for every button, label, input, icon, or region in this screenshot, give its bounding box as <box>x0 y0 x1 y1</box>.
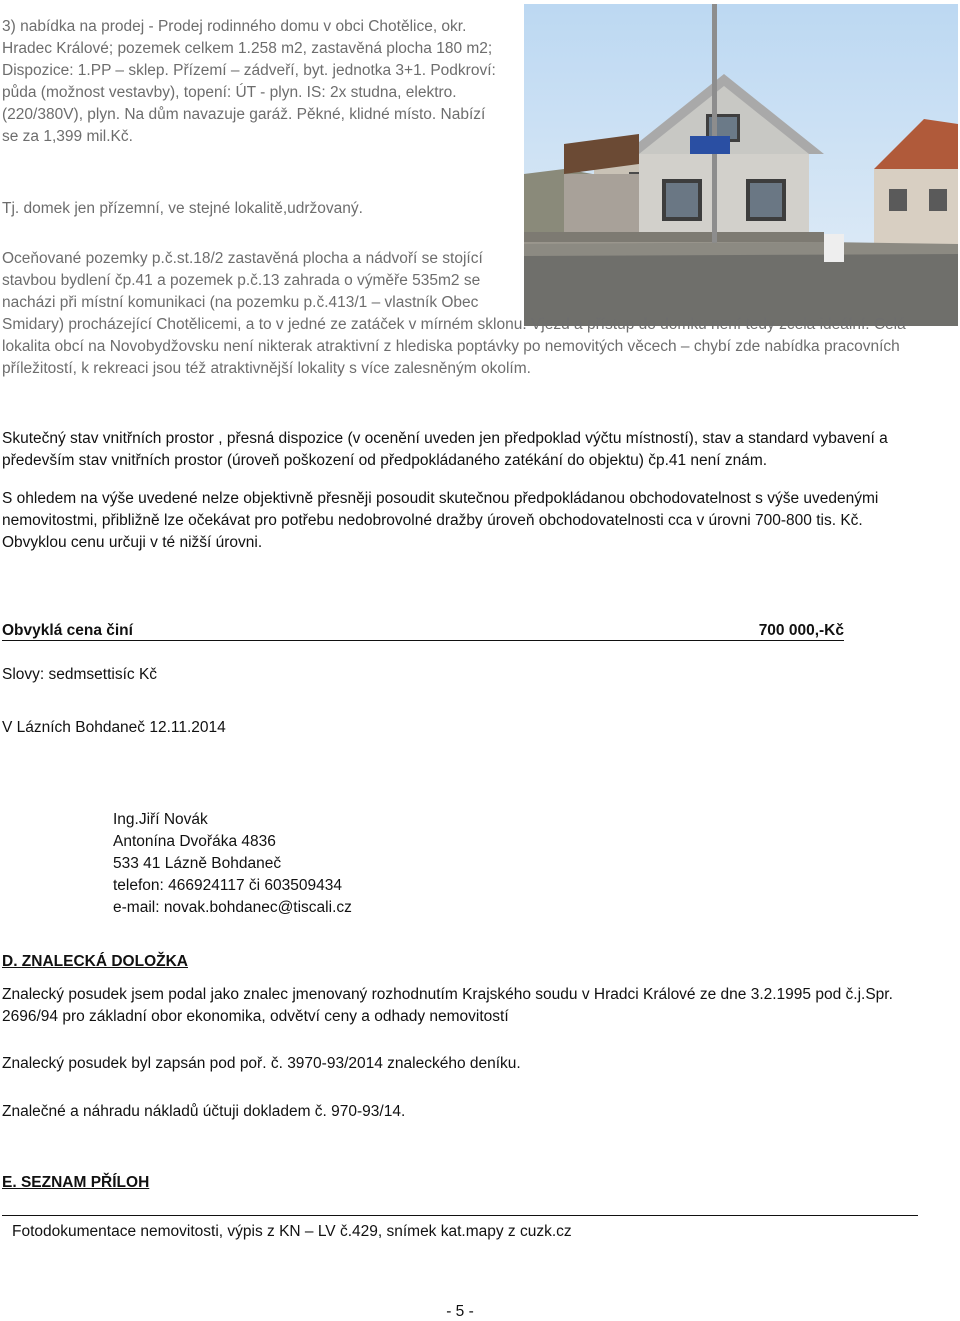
signature-name: Ing.Jiří Novák <box>113 811 208 828</box>
price-rule <box>2 640 844 641</box>
valued-line-6: příležitostí, k rekreaci jsou též atraktivnější lokality s více zalesněným okolím. <box>2 360 531 377</box>
clause-heading: D. ZNALECKÁ DOLOŽKA <box>2 953 188 970</box>
price-value: 700 000,-Kč <box>758 622 844 639</box>
offer-line-1: 3) nabídka na prodej - Prodej rodinného domu v obci Chotělice, okr. <box>2 18 467 35</box>
offer-line-3: Dispozice: 1.PP – sklep. Přízemí – zádveří, byt. jednotka 3+1. Podkroví: <box>2 62 496 79</box>
clause-p1-line-2: 2696/94 pro základní obor ekonomika, odvětví ceny a odhady nemovitostí <box>2 1008 509 1025</box>
clause-p3: Znalečné a náhradu nákladů účtuji dokladem č. 970-93/14. <box>2 1103 406 1120</box>
signature-city: 533 41 Lázně Bohdaneč <box>113 855 282 872</box>
conclusion-line-2: nemovitostmi, přibližně lze očekávat pro potřebu nedobrovolné dražby úroveň obchodovatelnosti cca v úrovni 700-800 tis. Kč. <box>2 512 863 529</box>
annexes-heading: E. SEZNAM PŘÍLOH <box>2 1174 150 1191</box>
valued-line-5: lokalita obcí na Novobydžovsku není nikterak atraktivní z hlediska poptávky po nemovitých věcech – chybí zde nabídka pracovních <box>2 338 900 355</box>
valued-line-3: nacházi při místní komunikaci (na pozemku p.č.413/1 – vlastník Obec <box>2 294 479 311</box>
clause-p2: Znalecký posudek byl zapsán pod poř. č. 3970-93/2014 znaleckého deníku. <box>2 1055 521 1072</box>
signature-street: Antonína Dvořáka 4836 <box>113 833 276 850</box>
offer-line-2: Hradec Králové; pozemek celkem 1.258 m2, zastavěná plocha 180 m2; <box>2 40 493 57</box>
valued-line-4: Smidary) procházející Chotělicemi, a to v jedné ze zatáček v mírném sklonu. Vjezd a přístup do domku není tedy zcela ideální. Celá <box>2 316 906 333</box>
signature-phone: telefon: 466924117 či 603509434 <box>113 877 342 894</box>
conclusion-line-3: Obvyklou cenu určuji v té nižší úrovni. <box>2 534 263 551</box>
valued-line-1: Oceňované pozemky p.č.st.18/2 zastavěná plocha a nádvoří se stojící <box>2 250 483 267</box>
state-line-2: především stav vnitřních prostor (úroveň poškození od předpokládaného zatékání do objektu) čp.41 není znám. <box>2 452 768 469</box>
annexes-text: Fotodokumentace nemovitosti, výpis z KN – LV č.429, snímek kat.mapy z cuzk.cz <box>12 1223 572 1240</box>
house-photo <box>524 4 958 326</box>
state-line-1: Skutečný stav vnitřních prostor , přesná dispozice (v ocenění uveden jen předpoklad výčtu místností), stav a standard vybavení a <box>2 430 888 447</box>
price-in-words: Slovy: sedmsettisíc Kč <box>2 666 158 683</box>
clause-p1-line-1: Znalecký posudek jsem podal jako znalec jmenovaný rozhodnutím Krajského soudu v Hradci Králové ze dne 3.2.1995 pod č.j.Spr. <box>2 986 893 1003</box>
offer-line-6: se za 1,399 mil.Kč. <box>2 128 133 145</box>
valued-line-2: stavbou bydlení čp.41 a pozemek p.č.13 zahrada o výměře 535m2 se <box>2 272 481 289</box>
page-number: - 5 - <box>446 1303 474 1320</box>
conclusion-line-1: S ohledem na výše uvedené nelze objektivně přesněji posoudit skutečnou předpokládanou obchodovatelnost s výše uvedenými <box>2 490 879 507</box>
offer-line-4: půda (možnost vestavby), topení: ÚT - plyn. IS: 2x studna, elektro. <box>2 84 457 101</box>
offer-line-5: (220/380V), plyn. Na dům navazuje garáž. Pěkné, klidné místo. Nabízí <box>2 106 486 123</box>
place-date: V Lázních Bohdaneč 12.11.2014 <box>2 719 226 736</box>
price-label: Obvyklá cena činí <box>2 622 133 639</box>
annexes-rule <box>2 1215 918 1216</box>
price-row <box>2 622 844 642</box>
signature-email: e-mail: novak.bohdanec@tiscali.cz <box>113 899 352 916</box>
offer-comment: Tj. domek jen přízemní, ve stejné lokalitě,udržovaný. <box>2 200 363 217</box>
